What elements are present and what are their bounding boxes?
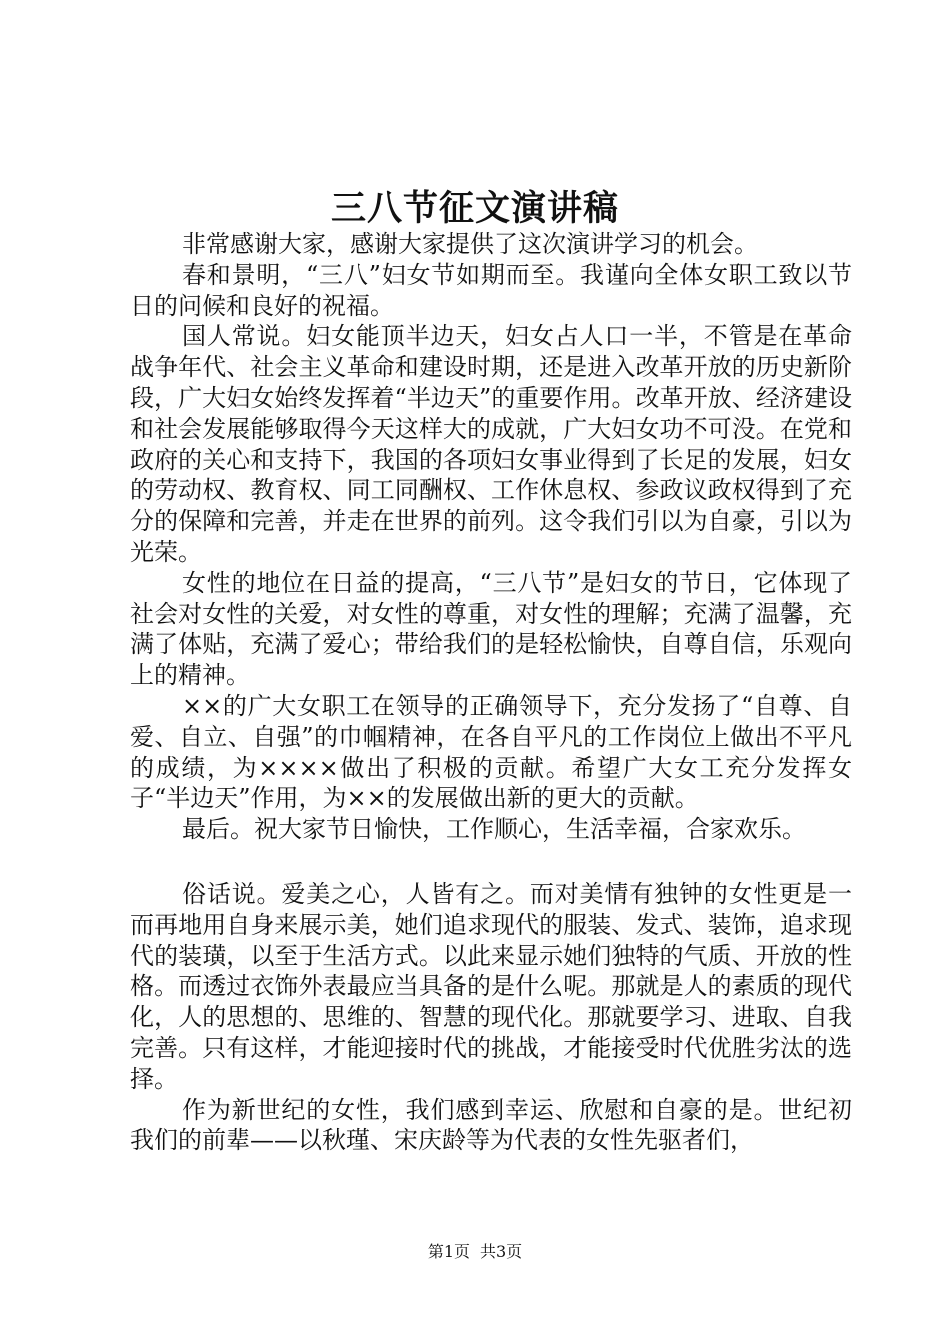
paragraph-closing-wishes: 最后。祝大家节日愉快，工作顺心，生活幸福，合家欢乐。 bbox=[182, 815, 806, 844]
paragraph-greeting: 春和景明，“三八”妇女节如期而至。我谨向全体女职工致以节日的问候和良好的祝福。 bbox=[130, 260, 852, 320]
page-total: 共3页 bbox=[480, 1242, 523, 1261]
paragraph-womens-status: 女性的地位在日益的提高，“三八节”是妇女的节日，它体现了社会对女性的关爱，对女性的尊重，对女性的理解；充满了温馨，充满了体贴，充满了爱心；带给我们的是轻松愉快，自尊自信，乐观向上的精神。 bbox=[130, 568, 852, 690]
page-number: 第1页 bbox=[427, 1242, 470, 1261]
page-footer bbox=[0, 1241, 950, 1263]
section-gap bbox=[130, 845, 852, 879]
paragraph-new-century: 作为新世纪的女性，我们感到幸运、欣慰和自豪的是。世纪初我们的前辈——以秋瑾、宋庆龄等为代表的女性先驱者们， bbox=[130, 1095, 852, 1155]
page-title: 三八节征文演讲稿 bbox=[330, 188, 619, 229]
paragraph-beauty: 俗话说。爱美之心，人皆有之。而对美情有独钟的女性更是一而再地用自身来展示美，她们追求现代的服装、发式、装饰，追求现代的装璜，以至于生活方式。以此来显示她们独特的气质、开放的性格。而透过衣饰外表最应当具备的是什么呢。那就是人的素质的现代化，人的思想的、思维的、智慧的现代化。那就要学习、进取、自我完善。只有这样，才能迎接时代的挑战，才能接受时代优胜劣汰的选择。 bbox=[130, 879, 852, 1093]
paragraph-female-workers: ××的广大女职工在领导的正确领导下，充分发扬了“自尊、自爱、自立、自强”的巾帼精神，在各自平凡的工作岗位上做出不平凡的成绩，为××××做出了积极的贡献。希望广大女工充分发挥女子“半边天”作用，为××的发展做出新的更大的贡献。 bbox=[130, 691, 852, 813]
paragraph-thanks: 非常感谢大家，感谢大家提供了这次演讲学习的机会。 bbox=[182, 230, 758, 258]
paragraph-half-sky: 国人常说。妇女能顶半边天，妇女占人口一半，不管是在革命战争年代、社会主义革命和建设时期，还是进入改革开放的历史新阶段，广大妇女始终发挥着“半边天”的重要作用。改革开放、经济建设和社会发展能够取得今天这样大的成就，广大妇女功不可没。在党和政府的关心和支持下，我国的各项妇女事业得到了长足的发展，妇女的劳动权、教育权、同工同酬权、工作休息权、参政议政权得到了充分的保障和完善，并走在世界的前列。这令我们引以为自豪，引以为光荣。 bbox=[130, 322, 852, 566]
document-body bbox=[130, 229, 852, 1156]
